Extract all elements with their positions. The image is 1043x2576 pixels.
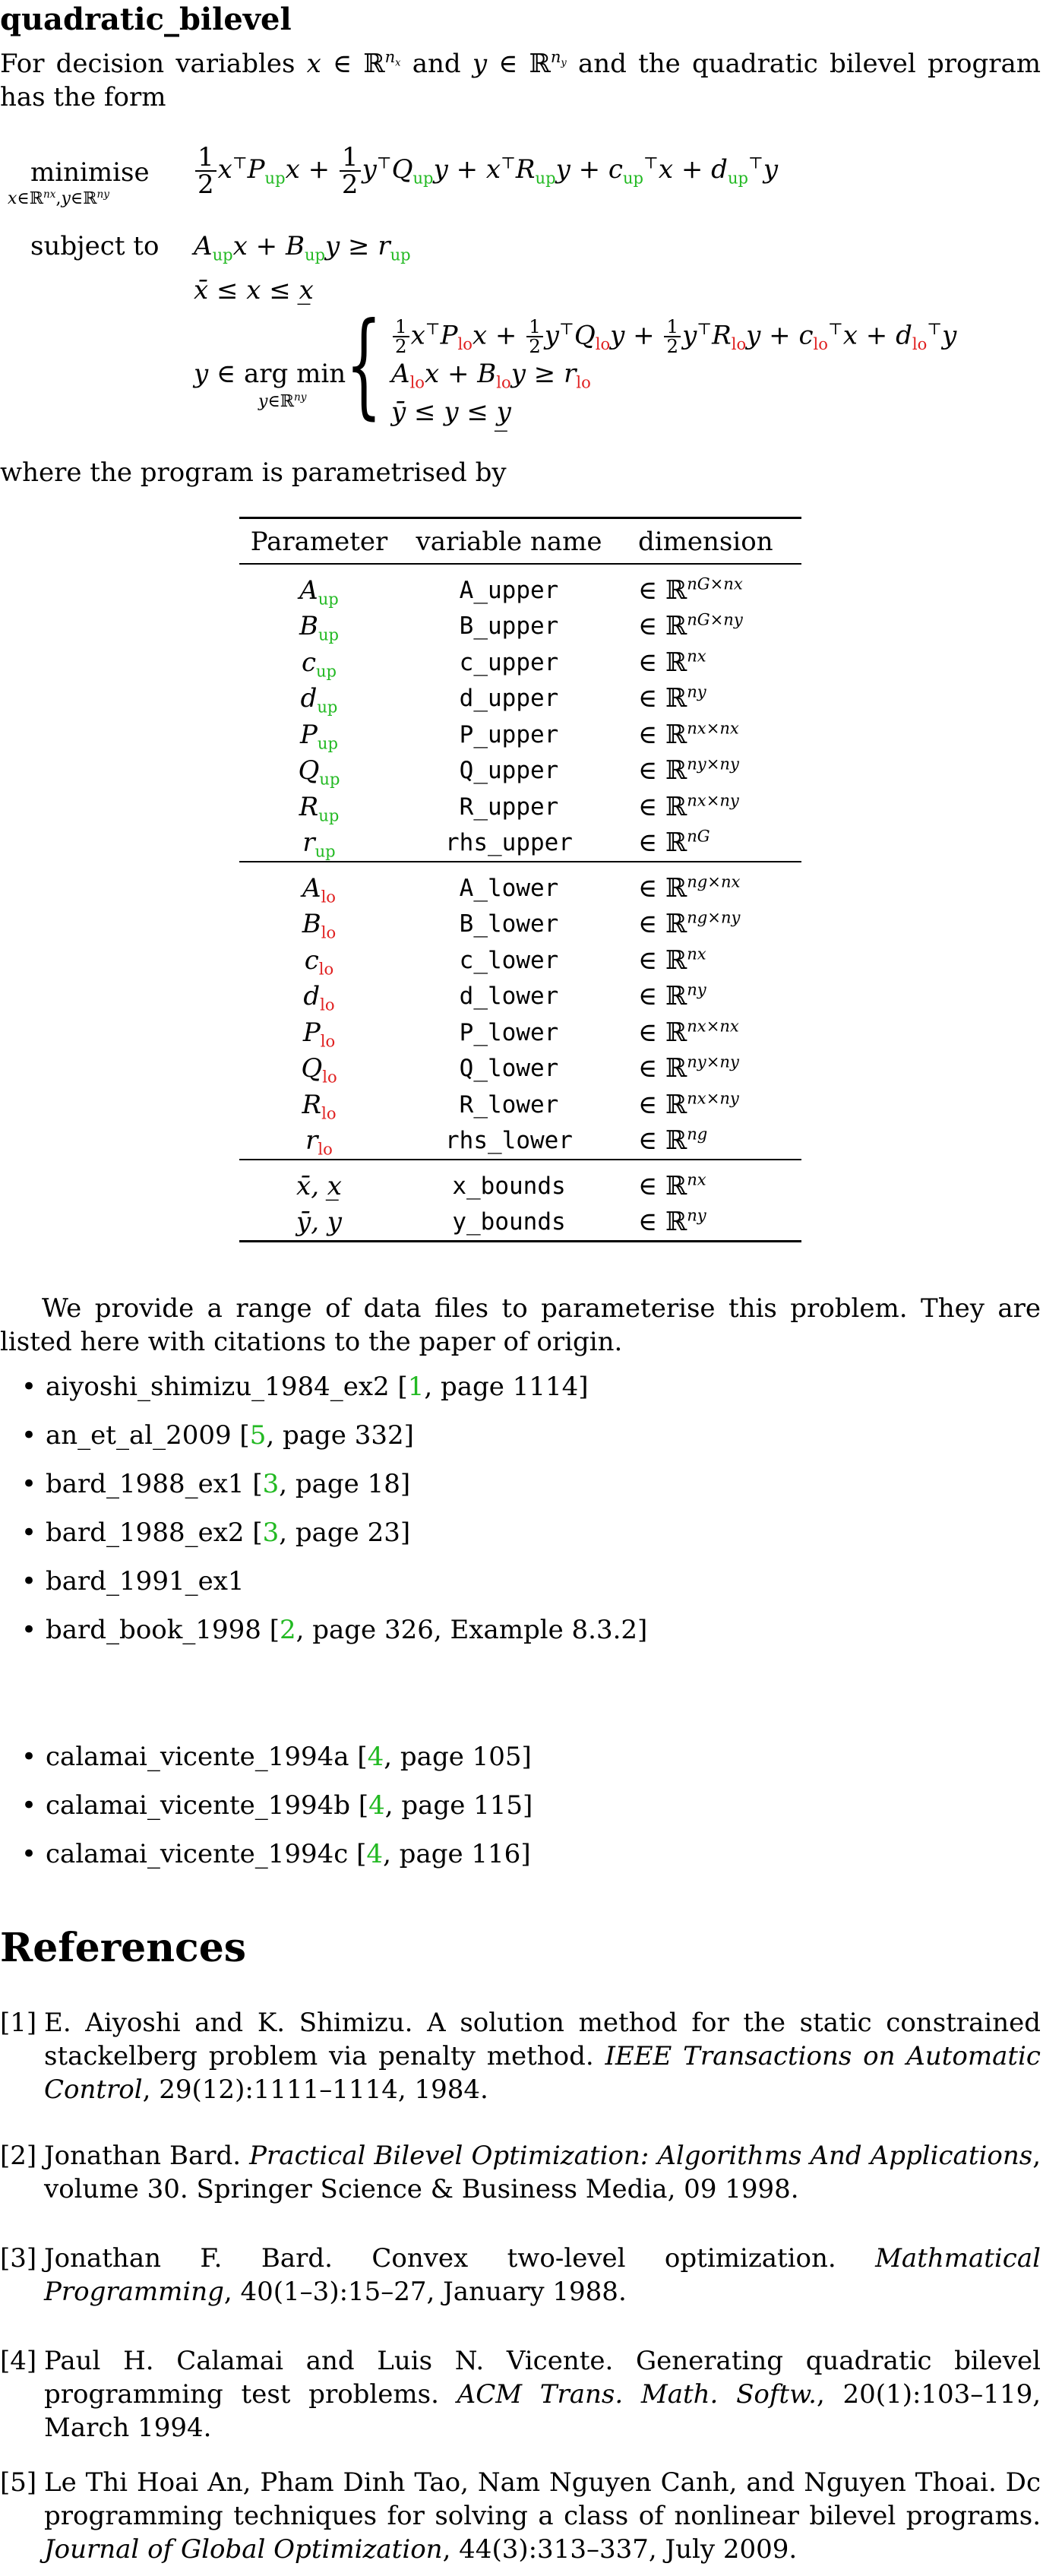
table-row — [239, 1087, 801, 1123]
reference-text — [44, 2242, 1041, 2309]
symbol-level-tag: lo — [320, 995, 335, 1014]
variable-name-cell: d_lower — [459, 983, 559, 1011]
dimension-exponent: nG — [687, 826, 710, 846]
reference-number: [5] — [0, 2467, 37, 2498]
reference-text — [44, 2139, 1041, 2206]
subject-to-label: subject to — [30, 231, 160, 261]
citation-detail: , page 332 — [266, 1420, 404, 1451]
reference-authors-title: Jonathan F. Bard. Convex two-level optimization. — [44, 2243, 876, 2274]
dimension-exponent: ng×nx — [687, 872, 741, 891]
list-item: • calamai_vicente_1994b [4, page 115] — [46, 1789, 533, 1837]
data-file-list-continued — [46, 1740, 533, 1886]
list-item: • calamai_vicente_1994c [4, page 116] — [46, 1837, 533, 1886]
symbol-letter: ȳ, y̲ — [296, 1207, 343, 1238]
table-row — [239, 789, 801, 825]
table-row — [239, 862, 801, 907]
symbol-letter: r — [305, 1125, 318, 1157]
header-dimension: dimension — [638, 527, 773, 557]
dimension-exponent: nx×ny — [687, 1088, 739, 1108]
dimension-cell: ∈ ℝ$^{nx}$ — [638, 944, 706, 976]
intro-paragraph: For decision variables x ∈ ℝ$^{n_x}$ and y ∈ ℝ$^{n_y}$ and the quadratic bilevel program has the form — [0, 47, 1041, 113]
reference-text — [44, 2466, 1041, 2567]
parameter-symbol — [239, 942, 399, 979]
dimension-cell: ∈ ℝ$^{nx\times nx}$ — [638, 718, 739, 750]
reference-entry — [0, 2139, 1041, 2206]
symbol-letter: Q — [301, 1053, 323, 1084]
variable-name-cell: B_upper — [459, 612, 559, 641]
symbol-letter: d — [303, 981, 321, 1012]
dimension-cell: ∈ ℝ$^{nx\times ny}$ — [638, 1088, 739, 1120]
reference-authors-title: Paul H. Calamai and Luis N. Vicente. Generating quadratic bilevel programming test problems. — [44, 2346, 1041, 2410]
references-heading: References — [0, 1925, 247, 1971]
minimise-subscript: x∈ℝ$^{nx}$,y∈ℝ$^{ny}$ — [8, 188, 109, 208]
dimension-cell: ∈ ℝ$^{ny\times ny}$ — [638, 754, 739, 786]
table-row — [239, 717, 801, 753]
reference-authors-title: Jonathan Bard. — [44, 2141, 250, 2171]
reference-number: [4] — [0, 2346, 37, 2376]
reference-venue: ACM Trans. Math. Softw. — [457, 2379, 817, 2410]
variable-name-cell: y_bounds — [452, 1208, 566, 1236]
dimension-cell: ∈ ℝ$^{nx}$ — [638, 646, 706, 678]
dimension-cell: ∈ ℝ$^{nx}$ — [638, 1169, 706, 1201]
parameter-symbol — [239, 681, 399, 717]
data-files-intro: We provide a range of data files to parameterise this problem. They are listed here with citations to the paper of origin. — [0, 1293, 1041, 1358]
dimension-exponent: nG×ny — [687, 609, 743, 629]
citation-link[interactable]: 4 — [368, 1790, 385, 1821]
symbol-level-tag: lo — [321, 922, 337, 942]
table-row — [239, 907, 801, 943]
reference-authors-title: Le Thi Hoai An, Pham Dinh Tao, Nam Nguyen Canh, and Nguyen Thoai. Dc programming techniques for solving a class of nonlinear bilevel programs. — [44, 2467, 1041, 2532]
variable-name-cell: c_upper — [459, 648, 559, 676]
table-row — [239, 681, 801, 717]
dimension-exponent: nG×nx — [687, 574, 743, 593]
variable-name-cell: A_lower — [459, 874, 559, 902]
x-bounds-constraint: x̄ ≤ x ≤ x̲ — [194, 275, 314, 305]
list-item: • an_et_al_2009 [5, page 332] — [46, 1419, 647, 1467]
variable-name-cell: rhs_upper — [445, 829, 573, 857]
dimension-cell: ∈ ℝ$^{nG\times ny}$ — [638, 609, 743, 642]
dimension-cell: ∈ ℝ$^{ny}$ — [638, 1205, 706, 1238]
list-item: • bard_1988_ex2 [3, page 23] — [46, 1516, 647, 1565]
symbol-level-tag: lo — [321, 1103, 337, 1123]
reference-details: , volume 30. Springer Science & Business Media, 09 1998. — [44, 2141, 1041, 2205]
parameter-symbol — [239, 1160, 399, 1204]
variable-name-cell: P_lower — [459, 1018, 559, 1046]
data-file-name: aiyoshi_shimizu_1984_ex2 — [46, 1372, 390, 1402]
citation-detail: , page 1114 — [424, 1372, 579, 1402]
dimension-cell: ∈ ℝ$^{ng}$ — [638, 1124, 708, 1157]
y-bounds-constraint: ȳ ≤ y ≤ y̲ — [391, 397, 511, 427]
reference-text — [44, 2006, 1041, 2107]
table-row — [239, 644, 801, 681]
upper-objective: $\frac{1}{2}$ $x^⊤P_{up}x$ + $\frac{1}{2}$ $y^⊤Q_{up}y + x^⊤R_{up}y + c_{up}^⊤x + d_{up}^⊤y$ — [194, 144, 778, 198]
data-file-name: an_et_al_2009 — [46, 1420, 232, 1451]
variable-name-cell: R_lower — [459, 1090, 559, 1119]
symbol-level-tag: lo — [320, 1031, 336, 1051]
symbol-letter: d — [300, 683, 318, 714]
reference-number: [1] — [0, 2008, 37, 2038]
data-file-name: calamai_vicente_1994b — [46, 1790, 351, 1821]
parameter-symbol — [239, 609, 399, 645]
symbol-level-tag: up — [319, 769, 340, 789]
dimension-cell: ∈ ℝ$^{nx\times ny}$ — [638, 790, 739, 822]
header-parameter: Parameter — [250, 527, 388, 557]
symbol-level-tag: lo — [321, 887, 336, 907]
dimension-cell: ∈ ℝ$^{nx\times nx}$ — [638, 1016, 739, 1048]
symbol-letter: R — [302, 1089, 322, 1120]
symbol-letter: x̄, x̲ — [296, 1170, 342, 1201]
table-header-row — [239, 518, 801, 565]
dimension-exponent: ny — [687, 682, 706, 701]
symbol-level-tag: up — [314, 841, 336, 861]
dimension-cell: ∈ ℝ$^{ng\times ny}$ — [638, 907, 741, 940]
dimension-exponent: nx×nx — [687, 718, 739, 738]
params-intro: where the program is parametrised by — [0, 457, 507, 488]
argmin-subscript: y∈ℝ$^{ny}$ — [258, 391, 307, 411]
citation-detail: , page 116 — [383, 1839, 521, 1869]
table-row — [239, 942, 801, 979]
dimension-exponent: ng×ny — [687, 907, 741, 927]
data-file-list — [46, 1370, 647, 1662]
parameter-table — [239, 517, 801, 1242]
variable-name-cell: P_upper — [459, 720, 559, 748]
parameter-symbol — [239, 1051, 399, 1087]
reference-entry — [0, 2006, 1041, 2107]
dimension-exponent: nx — [687, 646, 706, 666]
citation-link[interactable]: 3 — [262, 1469, 280, 1499]
lower-constraint: $A_{lo}x + B_{lo}y \ge r_{lo}$ — [391, 359, 591, 392]
variable-name-cell: Q_lower — [459, 1055, 559, 1083]
dimension-cell: ∈ ℝ$^{nG\times nx}$ — [638, 574, 743, 606]
parameter-symbol — [239, 717, 399, 753]
data-file-name: bard_1988_ex1 — [46, 1469, 245, 1499]
reference-authors-title: E. Aiyoshi and K. Shimizu. A solution method for the static constrained stackelberg problem via penalty method. — [44, 2008, 1041, 2072]
list-item: • calamai_vicente_1994a [4, page 105] — [46, 1740, 533, 1789]
citation-detail: , page 18 — [279, 1469, 400, 1499]
symbol-letter: Q — [298, 755, 320, 786]
dimension-exponent: ng — [687, 1124, 708, 1144]
list-item: • bard_1988_ex1 [3, page 18] — [46, 1467, 647, 1516]
symbol-level-tag: up — [317, 697, 338, 717]
reference-details: , 44(3):313–337, July 2009. — [442, 2534, 798, 2565]
table-row — [239, 1123, 801, 1160]
parameter-symbol — [239, 753, 399, 790]
dimension-exponent: nx×ny — [687, 790, 739, 810]
variable-name-cell: A_upper — [459, 576, 559, 604]
reference-entry — [0, 2466, 1041, 2567]
table-row — [239, 564, 801, 609]
variable-name-cell: d_upper — [459, 685, 559, 713]
citation-link[interactable]: 1 — [407, 1372, 425, 1402]
symbol-letter: P — [300, 719, 318, 750]
list-item: • bard_book_1998 [2, page 326, Example 8.3.2] — [46, 1613, 647, 1662]
table-row — [239, 1051, 801, 1087]
symbol-level-tag: lo — [322, 1067, 337, 1087]
dimension-cell: ∈ ℝ$^{ng\times nx}$ — [638, 872, 741, 903]
argmin-label: arg min — [244, 359, 346, 389]
parameter-symbol — [239, 644, 399, 681]
dimension-cell: ∈ ℝ$^{ny}$ — [638, 979, 706, 1012]
dimension-exponent: nx — [687, 1169, 706, 1189]
symbol-level-tag: lo — [318, 959, 334, 979]
table-row — [239, 609, 801, 645]
citation-link[interactable]: 2 — [279, 1615, 296, 1645]
reference-details: , 40(1–3):15–27, January 1988. — [223, 2277, 627, 2308]
symbol-letter: A — [302, 872, 321, 903]
data-file-name: bard_book_1998 — [46, 1615, 261, 1645]
lower-objective: $\frac{1}{2}$ $x^⊤P_{lo}x$ + $\frac{1}{2}$ $y^⊤Q_{lo}y$ + $\frac{1}{2}$ $y^⊤R_{lo}y + c_{lo}^⊤x + d_{lo}^⊤y$ — [391, 318, 956, 356]
parameter-symbol — [239, 862, 399, 907]
variable-name-cell: Q_upper — [459, 757, 559, 785]
table-row — [239, 753, 801, 790]
parameter-symbol — [239, 825, 399, 862]
parameter-symbol — [239, 1087, 399, 1123]
citation-detail: , page 23 — [279, 1517, 400, 1548]
list-item: • aiyoshi_shimizu_1984_ex2 [1, page 1114] — [46, 1370, 647, 1419]
argmin-expression: y ∈ arg min — [194, 359, 346, 389]
symbol-level-tag: up — [318, 589, 339, 609]
variable-name-cell: rhs_lower — [445, 1127, 573, 1155]
parameter-symbol — [239, 789, 399, 825]
variable-name-cell: R_upper — [459, 793, 559, 821]
dimension-exponent: nx — [687, 944, 706, 964]
upper-constraint: $A_{up}x + B_{up}y \ge r_{up}$ — [194, 231, 411, 264]
symbol-letter: B — [302, 909, 321, 940]
reference-entry — [0, 2344, 1041, 2445]
reference-venue: Journal of Global Optimization — [44, 2534, 443, 2565]
symbol-letter: c — [304, 945, 319, 976]
reference-venue: Mathmatical Programming — [44, 2243, 1041, 2308]
table-row — [239, 1014, 801, 1051]
parameter-symbol — [239, 1014, 399, 1051]
reference-details: , 29(12):1111–1114, 1984. — [142, 2074, 488, 2106]
symbol-level-tag: up — [318, 805, 340, 825]
dimension-exponent: ny — [687, 979, 706, 999]
dimension-exponent: ny×ny — [687, 754, 739, 774]
lower-level-parameters — [239, 862, 801, 1160]
parameter-symbol — [239, 979, 399, 1015]
reference-venue: Practical Bilevel Optimization: Algorithms And Applications — [249, 2141, 1033, 2171]
citation-detail: , page 326, Example 8.3.2 — [296, 1615, 638, 1645]
variable-name-cell: c_lower — [459, 946, 559, 974]
reference-number: [2] — [0, 2141, 37, 2171]
reference-details: , 20(1):103–119, March 1994. — [44, 2379, 1041, 2444]
symbol-letter: R — [299, 791, 319, 822]
upper-level-parameters — [239, 564, 801, 862]
table-row — [239, 1160, 801, 1204]
page-title: quadratic_bilevel — [0, 2, 292, 37]
left-brace: { — [346, 299, 382, 431]
dimension-exponent: ny×ny — [687, 1052, 739, 1071]
table-row — [239, 825, 801, 862]
citation-detail: , page 105 — [384, 1742, 522, 1772]
citation-link[interactable]: 4 — [366, 1839, 384, 1869]
citation-link[interactable]: 5 — [249, 1420, 267, 1451]
list-item — [46, 1565, 647, 1613]
citation-link[interactable]: 3 — [262, 1517, 280, 1548]
header-variable-name: variable name — [416, 527, 602, 557]
reference-text — [44, 2344, 1041, 2445]
symbol-level-tag: up — [317, 733, 338, 753]
symbol-level-tag: lo — [318, 1139, 333, 1159]
dimension-cell: ∈ ℝ$^{nG}$ — [638, 826, 710, 859]
dimension-cell: ∈ ℝ$^{ny\times ny}$ — [638, 1052, 739, 1084]
parameter-symbol — [239, 564, 399, 609]
parameter-symbol — [239, 1123, 399, 1160]
data-file-name: calamai_vicente_1994c — [46, 1839, 349, 1869]
dimension-cell: ∈ ℝ$^{ny}$ — [638, 682, 706, 714]
variable-name-cell: B_lower — [459, 910, 559, 938]
dimension-exponent: nx×nx — [687, 1016, 739, 1036]
data-file-name: calamai_vicente_1994a — [46, 1742, 349, 1772]
reference-number: [3] — [0, 2243, 37, 2274]
symbol-letter: A — [299, 574, 318, 606]
table-row — [239, 1204, 801, 1242]
bound-parameters — [239, 1160, 801, 1242]
variable-name-cell: x_bounds — [452, 1172, 566, 1200]
dimension-exponent: ny — [687, 1205, 706, 1225]
symbol-letter: c — [301, 647, 316, 678]
reference-venue: IEEE Transactions on Automatic Control — [44, 2041, 1041, 2106]
parameter-symbol — [239, 907, 399, 943]
symbol-level-tag: up — [318, 625, 340, 644]
parameter-symbol — [239, 1204, 399, 1242]
minimise-label: minimise — [30, 157, 150, 188]
data-file-name: bard_1991_ex1 — [46, 1566, 245, 1597]
data-file-name: bard_1988_ex2 — [46, 1517, 245, 1548]
symbol-letter: B — [299, 611, 318, 642]
reference-entry — [0, 2242, 1041, 2309]
table-row — [239, 979, 801, 1015]
citation-link[interactable]: 4 — [367, 1742, 384, 1772]
symbol-level-tag: up — [315, 661, 337, 681]
citation-detail: , page 115 — [384, 1790, 523, 1821]
symbol-letter: r — [302, 828, 315, 859]
symbol-letter: P — [302, 1017, 321, 1048]
